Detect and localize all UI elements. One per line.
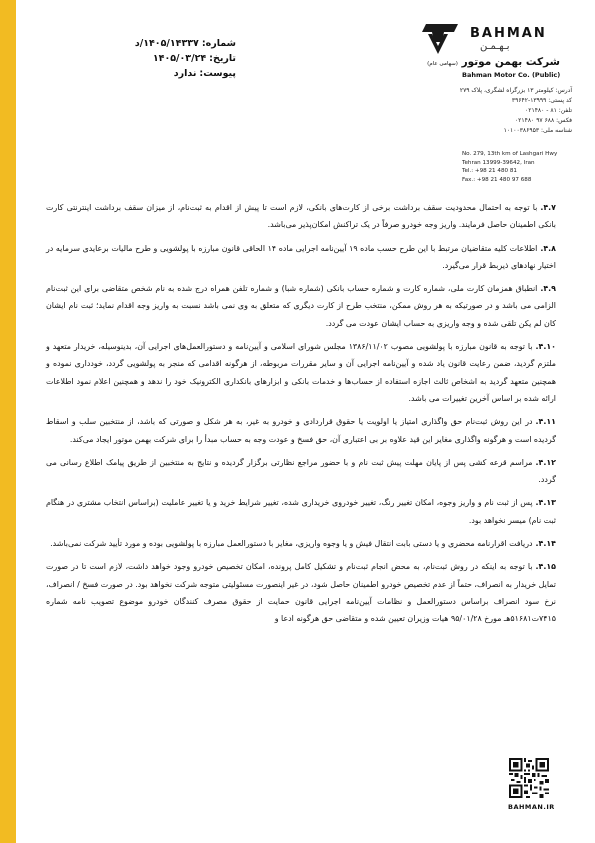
national-id-fa: شناسه ملی: ۱۰۱۰۰۳۸۶۹۵۳ <box>503 127 572 134</box>
phone-fa: تلفن: ۸۱ - ۰۲۱۴۸۰ <box>525 107 572 114</box>
clause-text: با توجه به اینکه در روش ثبت‌نام، به محض انجام ثبت‌نام و تشکیل کامل پرونده، امکان تخصیص خودرو وجود خواهد داشت، لازم است تا در صورت تمایل خریدار به انصراف، حتماً از عدم تخصیص خودرو اطمینان حاصل شود، در غیر اینصورت مسئولیتی متوجه شرکت نخواهد بود. در صورت فسخ / انصراف، نرخ سود انصراف براساس دستورالعمل و نظامات آیین‌نامه اجرایی قانون حمایت از حقوق مصرف کنندگان خودرو موضوع تصویب نامه شماره ۷۴۱۵ت۵۱۶۸۱هـ مورخ ۹۵/۰۱/۲۸ هیات وزیران تعیین شده و متقاضی حق هرگونه ادعا و <box>46 562 556 624</box>
letter-body <box>46 199 556 634</box>
clause <box>46 240 556 275</box>
brand-name-en: BAHMAN <box>470 26 547 41</box>
clause-text: در این روش ثبت‌نام حق واگذاری امتیاز یا اولویت یا حقوق قراردادی و خودرو به غیر، به هر شکل و صورتی که باشد، از منتخبین سلب و اسقاط گردیده است و هرگونه واگذاری مغایر این قید علاوه بر بی اعتباری آن، حق فسخ و عودت وجه به حساب مبدأ را برای شرکت بهمن موتور ایجاد می‌کند. <box>46 417 556 444</box>
fax-fa: فکس: ۶۸۸ ۹۷ ۰۲۱۴۸۰ <box>514 117 572 124</box>
clause-number: ۴.۱۳. <box>535 498 556 508</box>
company-name-fa <box>420 56 560 68</box>
reference-date-value: ۱۴۰۵/۰۳/۲۴ <box>152 53 207 64</box>
clause-number: ۴.۱۵. <box>535 562 556 572</box>
clause-number: ۴.۱۰. <box>535 342 556 352</box>
reference-number-label: شماره: <box>201 38 236 49</box>
clause-text: دریافت اقرارنامه محضری و یا دستی بابت انتقال فیش و یا وجوه واریزی، مغایر با دستورالعمل مبارزه با پولشویی بوده و مورد تأیید شرکت نمی‌باشد. <box>50 539 533 549</box>
website-link[interactable]: BAHMAN.IR <box>508 803 555 811</box>
postal-code-fa: کد پستی: ۱۳۹۹۹-۳۹۶۴۲ <box>511 97 572 104</box>
clause <box>46 338 556 407</box>
clause <box>46 535 556 552</box>
address-en-line-2: Tehran 13999-39642, Iran <box>462 159 535 166</box>
reference-number-value: ۱۴۰۵/۱۴۳۳۷/د <box>134 38 199 49</box>
clause-number: ۴.۸. <box>540 243 556 253</box>
clause <box>46 494 556 529</box>
brand-name-fa: بـهـمـن <box>480 41 510 52</box>
clause-number: ۴.۹. <box>540 284 556 294</box>
clause <box>46 558 556 627</box>
clause <box>46 413 556 448</box>
address-fa: آدرس: کیلومتر ۱۳ بزرگراه لشگری، پلاک ۲۷۹ <box>459 87 572 94</box>
clause-text: اطلاعات کلیه متقاضیان مرتبط با این طرح حسب ماده ۱۹ آیین‌نامه اجرایی ماده ۱۴ الحاقی قانون مبارزه با پولشویی و طرح مالیات برعایدی سرمایه در اختیار نهادهای ذیربط قرار می‌گیرد. <box>46 243 556 270</box>
clause-number: ۴.۱۲. <box>535 457 556 467</box>
reference-date-row <box>126 51 236 66</box>
clause <box>46 199 556 234</box>
company-name-fa-text: شرکت بهمن موتور <box>461 56 560 68</box>
clause <box>46 454 556 489</box>
fax-en: Fax.: +98 21 480 97 688 <box>462 176 532 183</box>
company-name-en: Bahman Motor Co. (Public) <box>462 71 561 79</box>
reference-attachment-label: پیوست: <box>199 68 236 79</box>
clause-text: انطباق همزمان کارت ملی، شماره کارت و شماره حساب بانکی (شماره شبا) و شماره تلفن همراه درج شده به نام شخص متقاضی برای این ثبت‌نام الزامی می باشد و در صورتیکه به هر روش ممکن، منتخب طرح از کارت دیگری که متعلق به وی نمی باشد نسبت به واریز وجه اقدام نماید؛ ثبت نام ایشان کان لم یکن تلقی شده و وجه واریزی به حساب ایشان عودت می گردد. <box>46 284 556 328</box>
reference-attachment-row <box>126 66 236 81</box>
clause-text: با توجه به قانون مبارزه با پولشویی مصوب ۱۳۸۶/۱۱/۰۲ مجلس شورای اسلامی و آیین‌نامه و دستورالعمل‌های اجرایی آن، بدینوسیله، خریدار متعهد و ملتزم گردید، ضمن رعایت قانون یاد شده و آیین‌نامه اجرایی آن و سایر مقررات مربوطه، از هرگونه اقدامی که منجر به پولشویی گردد، خودداری نموده و همچنین متعهد گردید به اشخاص ثالث اجازه استفاده از حساب‌ها و خدمات بانکی و ابزارهای بانکداری الکترونیک خود را ندهد و همچنین اعلام نمود اطلاعات ارائه شده بر اساس آخرین تغییرات می باشد. <box>46 342 556 403</box>
address-en-line-1: No. 279, 13th km of Lashgari Hwy <box>462 151 558 157</box>
clause <box>46 280 556 332</box>
contact-info-fa <box>459 86 572 136</box>
company-type-fa: (سهامی عام) <box>427 61 458 67</box>
reference-attachment-value: ندارد <box>173 68 197 79</box>
clause-number: ۴.۷. <box>540 203 556 212</box>
reference-date-label: تاریخ: <box>209 53 236 64</box>
reference-number-row <box>126 36 236 51</box>
contact-info-en <box>462 150 557 184</box>
clause-text: پس از ثبت نام و واریز وجوه، امکان تغییر رنگ، تغییر خودروی خریداری شده، تغییر شرایط خرید و یا تغییر عاملیت (براساس انتخاب مشتری در هنگام ثبت نام) میسر نخواهد بود. <box>46 498 556 525</box>
phone-en: Tel.: +98 21 480 81 <box>462 168 517 175</box>
clause-number: ۴.۱۱. <box>535 417 556 427</box>
reference-block <box>126 36 236 81</box>
clause-number: ۴.۱۴. <box>535 539 556 549</box>
left-accent-bar <box>0 0 16 843</box>
clause-text: با توجه به احتمال محدودیت سقف برداشت برخی از کارت‌های بانکی، لازم است تا پیش از اقدام به ثبت‌نام، از میزان سقف برداشت اینترنتی کارت بانکی اطمینان حاصل فرمایند. واریز وجه خودرو صرفاً در یک تراکنش امکان‌پذیر می‌باشد. <box>46 203 556 230</box>
qr-code-icon[interactable] <box>509 758 549 798</box>
clause-text: مراسم قرعه کشی پس از پایان مهلت پیش ثبت نام و با حضور مراجع نظارتی برگزار گردیده و نتایج به منتخبین از طریق پیامک اطلاع رسانی می گردد. <box>46 457 556 485</box>
